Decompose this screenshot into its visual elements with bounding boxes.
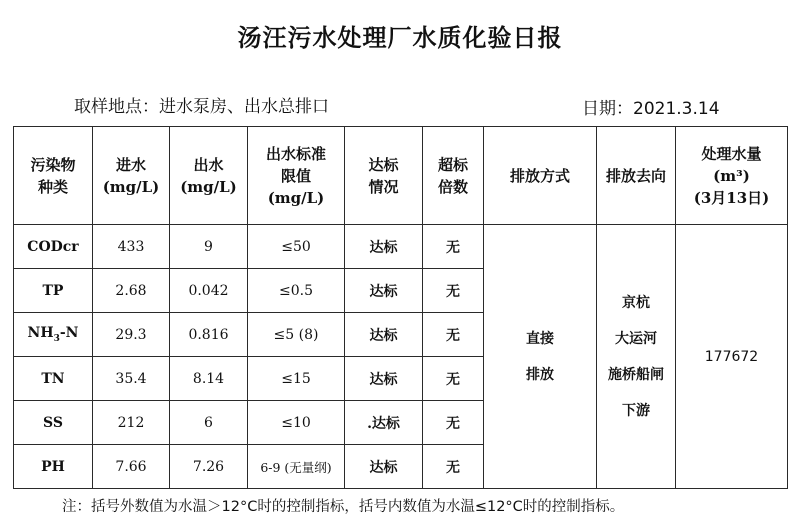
inflow-value: 2.68 [93, 269, 170, 313]
limit-value: ≤50 [248, 225, 345, 269]
header-row [14, 127, 788, 225]
status-value: 达标 [345, 269, 423, 313]
pollutant-name: SS [14, 401, 93, 445]
status-value: 达标 [345, 357, 423, 401]
exceed-value: 无 [423, 357, 484, 401]
discharge-method-cell: 直接 排放 [484, 225, 597, 489]
inflow-value: 7.66 [93, 445, 170, 489]
report-title: 汤汪污水处理厂水质化验日报 [237, 24, 563, 52]
exceed-value: 无 [423, 401, 484, 445]
outflow-value: 0.816 [170, 313, 248, 357]
outflow-value: 9 [170, 225, 248, 269]
status-value: 达标 [345, 313, 423, 357]
report-date: 日期：2021.3.14 [582, 99, 720, 119]
status-value: .达标 [345, 401, 423, 445]
status-value: 达标 [345, 445, 423, 489]
outflow-value: 7.26 [170, 445, 248, 489]
pollutant-name: TN [14, 357, 93, 401]
pollutant-name: TP [14, 269, 93, 313]
status-value: 达标 [345, 225, 423, 269]
limit-value: ≤0.5 [248, 269, 345, 313]
limit-value: 6-9 (无量纲) [248, 445, 345, 489]
header-inflow: 进水 (mg/L) [93, 127, 170, 225]
outflow-value: 8.14 [170, 357, 248, 401]
pollutant-name: PH [14, 445, 93, 489]
pollutant-name: CODcr [14, 225, 93, 269]
inflow-value: 212 [93, 401, 170, 445]
exceed-value: 无 [423, 313, 484, 357]
exceed-value: 无 [423, 269, 484, 313]
header-status: 达标 情况 [345, 127, 423, 225]
limit-value: ≤15 [248, 357, 345, 401]
outflow-value: 0.042 [170, 269, 248, 313]
limit-value: ≤10 [248, 401, 345, 445]
exceed-value: 无 [423, 445, 484, 489]
header-limit: 出水标准 限值 (mg/L) [248, 127, 345, 225]
header-exceed: 超标 倍数 [423, 127, 484, 225]
outflow-value: 6 [170, 401, 248, 445]
header-outflow: 出水 (mg/L) [170, 127, 248, 225]
limit-value: ≤5 (8) [248, 313, 345, 357]
pollutant-name: $NH_3-N$ [14, 313, 93, 357]
sampling-location: 取样地点：进水泵房、出水总排口 [74, 97, 329, 117]
footnote: 注：括号外数值为水温＞12°C时的控制指标，括号内数值为水温≤12°C时的控制指标。 [62, 499, 625, 515]
inflow-value: 433 [93, 225, 170, 269]
inflow-value: 29.3 [93, 313, 170, 357]
inflow-value: 35.4 [93, 357, 170, 401]
treated-volume-value: 177672 [676, 225, 788, 489]
water-quality-table [13, 126, 788, 489]
discharge-dest-cell: 京杭 大运河 施桥船闸 下游 [597, 225, 676, 489]
exceed-value: 无 [423, 225, 484, 269]
table-row [14, 225, 788, 269]
header-discharge-dest: 排放去向 [597, 127, 676, 225]
header-volume: 处理水量 (m³) (3月13日) [676, 127, 788, 225]
header-pollutant: 污染物 种类 [14, 127, 93, 225]
header-discharge-method: 排放方式 [484, 127, 597, 225]
